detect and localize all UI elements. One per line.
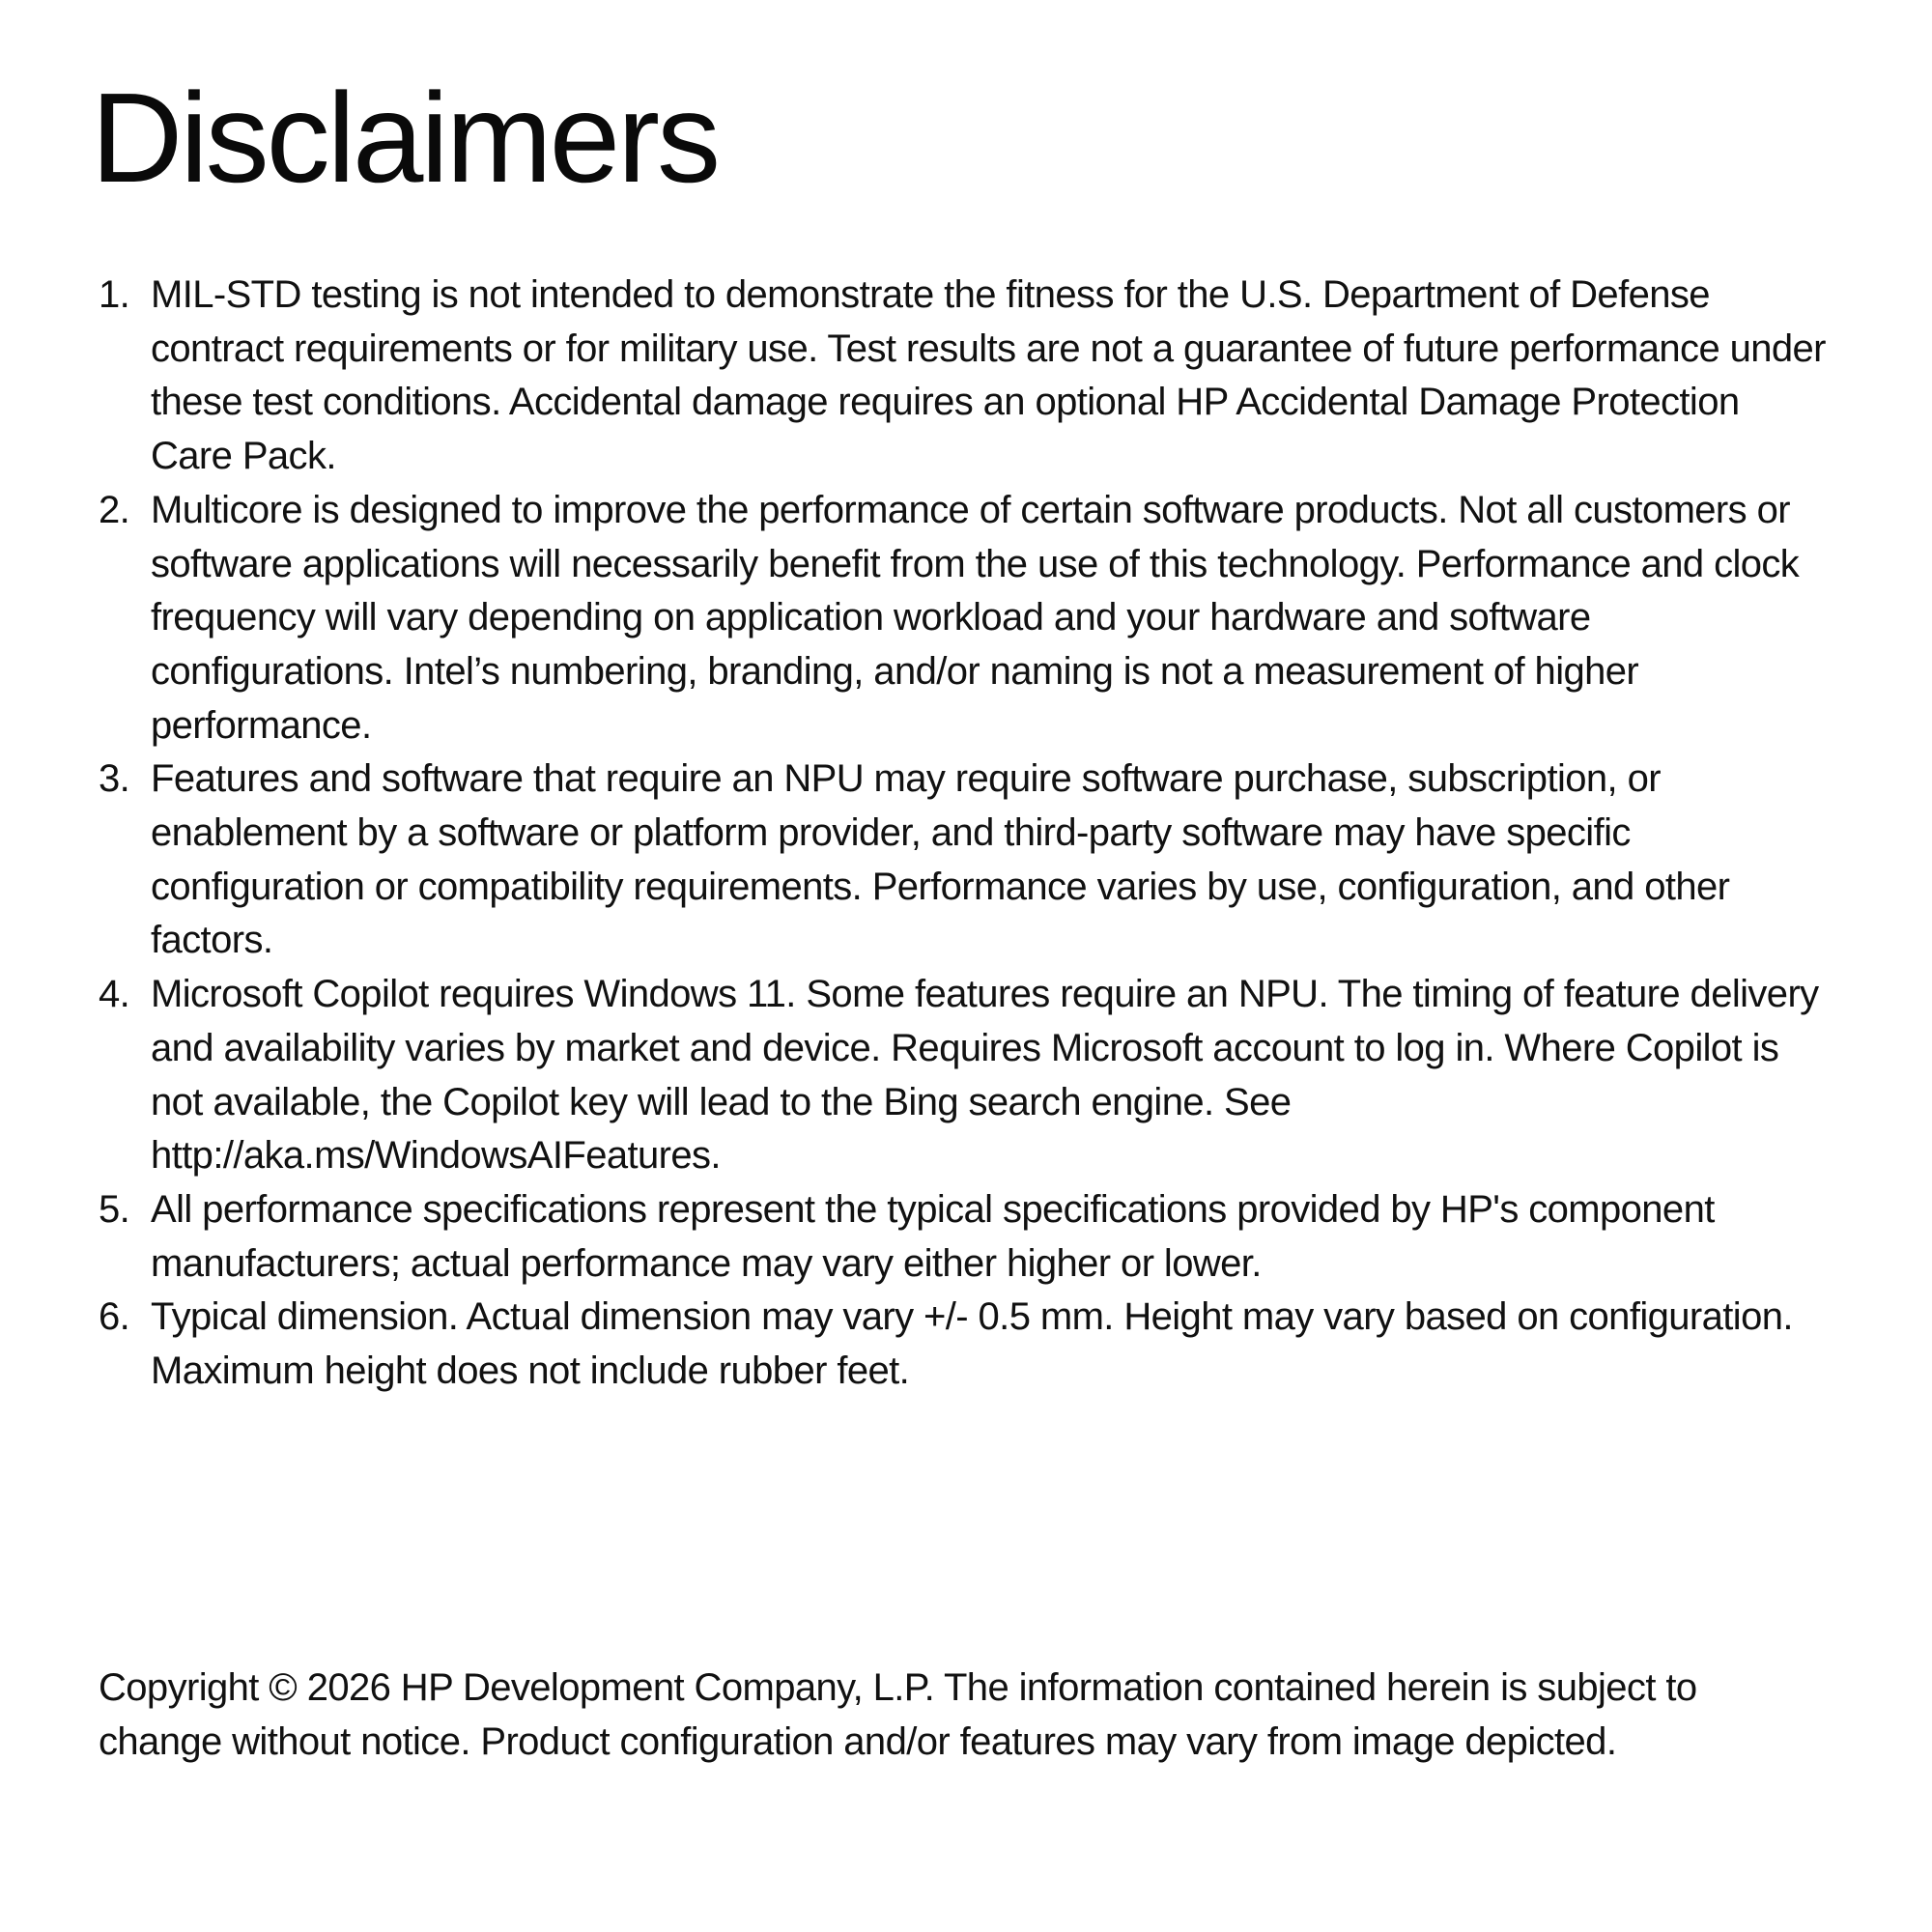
disclaimer-text: All performance specifications represent the typical specifications provided by HP's component manufacturers; actual performance may vary either higher or lower. — [151, 1187, 1715, 1285]
disclaimer-item-5 — [99, 1183, 1828, 1291]
disclaimer-item-3 — [99, 753, 1828, 968]
disclaimer-number: 1. — [99, 273, 130, 316]
disclaimer-text: Microsoft Copilot requires Windows 11. Some features require an NPU. The timing of feature delivery and availability varies by market and device. Requires Microsoft account to log in. Where Copilot is not available, the Copilot key will lead to the Bing search engine. See http://aka.ms/WindowsAIFeatures. — [151, 973, 1819, 1178]
disclaimer-list — [99, 269, 1828, 1399]
disclaimer-text: Multicore is designed to improve the performance of certain software products. Not all customers or software applications will necessarily benefit from the use of this technology. Performance and clock frequency will vary depending on application workload and your hardware and software configurations. Intel’s numbering, branding, and/or naming is not a measurement of higher performance. — [151, 488, 1800, 747]
disclaimer-number: 6. — [99, 1295, 130, 1339]
copyright-notice: Copyright © 2026 HP Development Company, L.P. The information contained herein is subject to change without notice. Product configuration and/or features may vary from image depicted. — [99, 1666, 1697, 1763]
disclaimer-item-6 — [99, 1291, 1828, 1398]
disclaimer-item-2 — [99, 484, 1828, 753]
disclaimer-number: 4. — [99, 973, 130, 1016]
disclaimer-number: 5. — [99, 1187, 130, 1231]
disclaimer-number: 3. — [99, 757, 130, 801]
disclaimer-text: Features and software that require an NPU may require software purchase, subscription, or enablement by a software or platform provider, and third-party software may have specific configuration or compatibility requirements. Performance varies by use, configuration, and other factors. — [151, 757, 1730, 962]
disclaimer-text: Typical dimension. Actual dimension may vary +/- 0.5 mm. Height may vary based on configuration. Maximum height does not include rubber feet. — [151, 1295, 1793, 1393]
disclaimer-item-1 — [99, 269, 1828, 484]
disclaimer-text: MIL-STD testing is not intended to demonstrate the fitness for the U.S. Department of Defense contract requirements or for military use. Test results are not a guarantee of future performance under these test conditions. Accidental damage requires an optional HP Accidental Damage Protection Care Pack. — [151, 273, 1826, 478]
disclaimer-number: 2. — [99, 488, 130, 531]
disclaimer-item-4 — [99, 968, 1828, 1183]
page-title: Disclaimers — [91, 67, 719, 209]
